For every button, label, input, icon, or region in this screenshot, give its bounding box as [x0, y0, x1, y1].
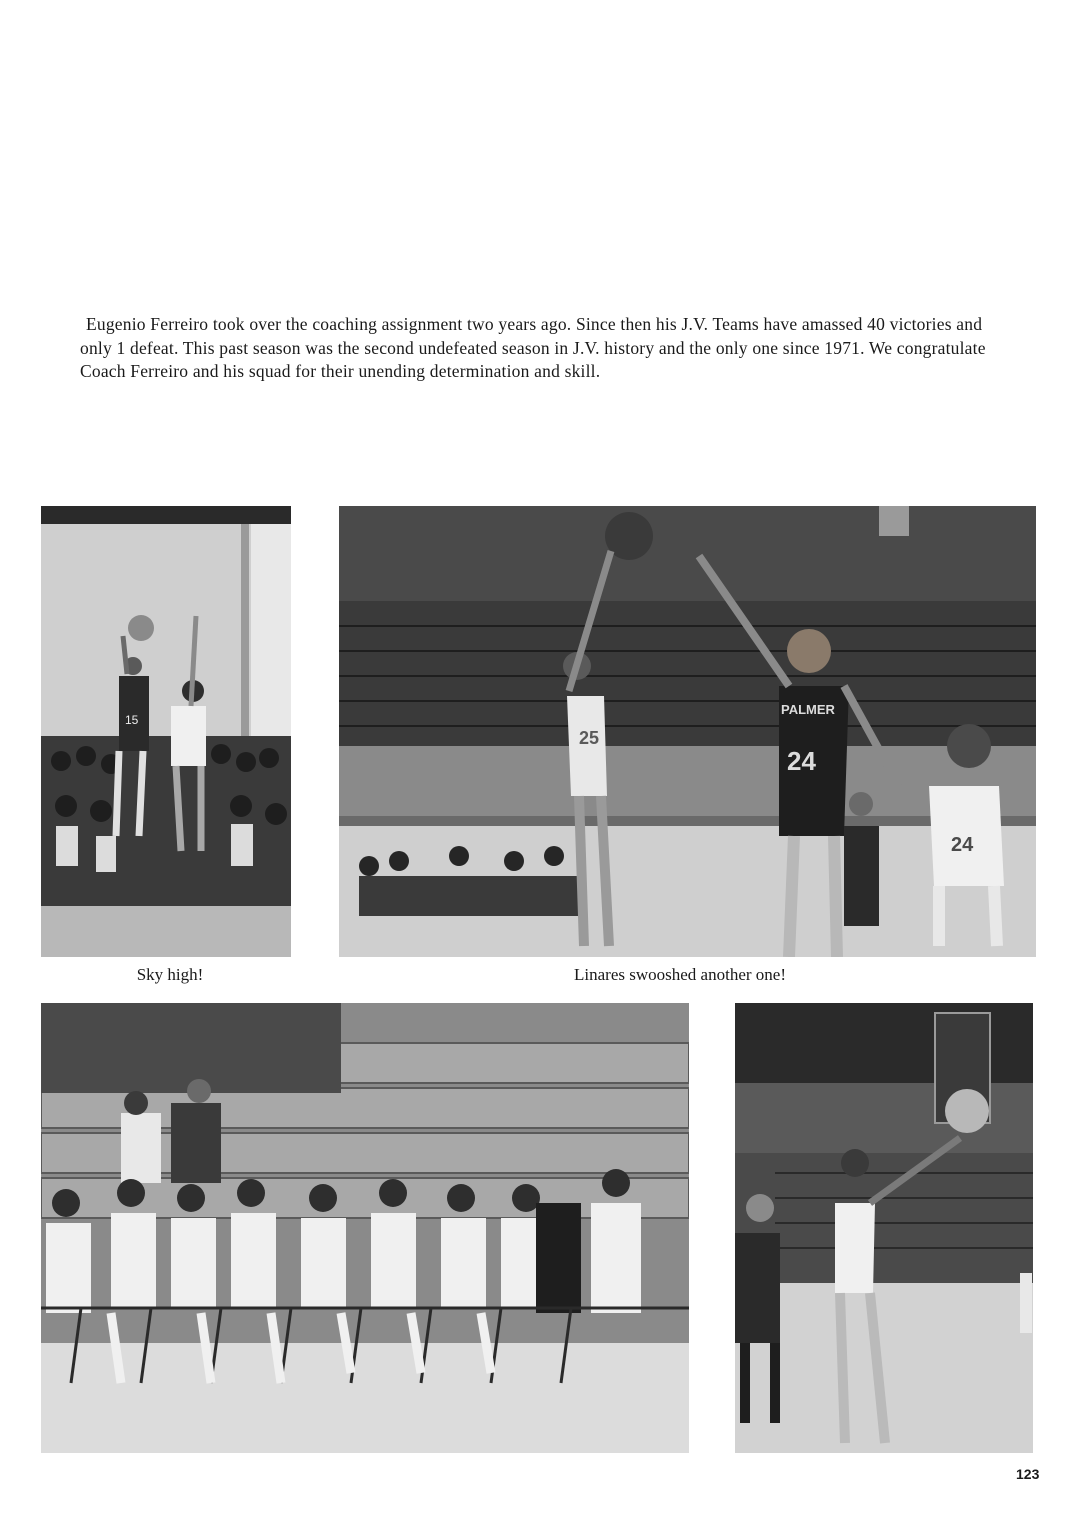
jersey-number-25: 25	[579, 728, 600, 748]
photo-sky-high	[41, 506, 291, 957]
jersey-number-15: 15	[125, 713, 139, 727]
caption-linares: Linares swooshed another one!	[574, 965, 786, 984]
jersey-team-word: PALMER	[781, 702, 835, 717]
photo-layup	[735, 1003, 1033, 1453]
photo-bench	[41, 1003, 689, 1453]
intro-paragraph: Eugenio Ferreiro took over the coaching assignment two years ago. Since then his J.V. Teams have amassed 40 victories and only 1 defeat. This past season was the second undefeated season in J.V. history and the only one since 1971. We congratulate Coach Ferreiro and his squad for their unending determination and skill.	[80, 314, 986, 381]
page-number: 123	[1016, 1466, 1040, 1482]
caption-sky-high: Sky high!	[136, 965, 204, 984]
jersey-number-24-light: 24	[951, 834, 974, 856]
jersey-number-24-dark: 24	[787, 746, 816, 776]
photo-linares-shot	[339, 506, 1036, 957]
